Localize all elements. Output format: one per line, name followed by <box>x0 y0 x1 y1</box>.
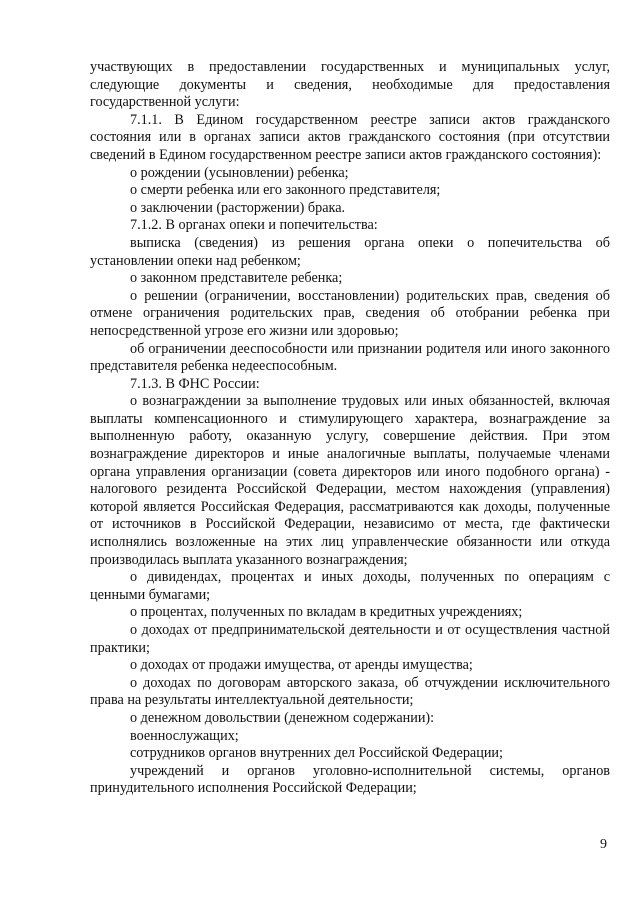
list-item: выписка (сведения) из решения органа опеки о попечительства об установлении опеки над ребенком; <box>90 234 610 269</box>
section-heading: 7.1.3. В ФНС России: <box>130 375 260 392</box>
list-item: о дивидендах, процентах и иных доходы, полученных по операциям с ценными бумагами; <box>90 569 610 603</box>
list-item: о законном представителе ребенка; <box>130 270 343 287</box>
list-item: о денежном довольствии (денежном содержании): <box>130 709 435 726</box>
list-item: о доходах от предпринимательской деятельности и от осуществления частной практики; <box>90 622 610 656</box>
list-item: учреждений и органов уголовно-исполнительной системы, органов принудительного исполнения Российской Федерации; <box>90 762 610 797</box>
section-heading: 7.1.2. В органах опеки и попечительства: <box>130 217 378 234</box>
list-item: о рождении (усыновлении) ребенка; <box>130 164 349 181</box>
page-number: 9 <box>600 837 607 852</box>
list-item: о решении (ограничении, восстановлении) родительских прав, сведения об отмене ограничения родительских прав, сведения об отобрании ребенка при непосредственной угрозе его жизни или здоровью; <box>90 287 610 339</box>
list-item: о вознаграждении за выполнение трудовых или иных обязанностей, включая выплаты компенсационного и стимулирующего характера, вознаграждение за выполненную работу, оказанную услугу, совершение действия. При этом вознаграждение директоров и иные аналогичные выплаты, получаемые членами органа управления организации (совета директоров или иного подобного органа) - налогового резидента Российской Федерации, местом нахождения (управления) которой является Российская Федерация, рассматриваются как доходы, полученные от источников в Российской Федерации, независимо от места, где фактически исполнялись возложенные на этих лиц управленческие обязанности или откуда производилась выплата указанного вознаграждения; <box>90 393 610 568</box>
list-item: о смерти ребенка или его законного представителя; <box>130 182 441 199</box>
paragraph: 7.1.1. В Едином государственном реестре записи актов гражданского состояния или в органах записи актов гражданского состояния (при отсутствии сведений в Едином государственном реестре записи актов гражданского состояния): <box>90 111 610 163</box>
list-item: о доходах от продажи имущества, от аренды имущества; <box>130 657 473 674</box>
list-item: об ограничении дееспособности или признании родителя или иного законного представителя ребенка недееспособным. <box>90 340 610 375</box>
paragraph: участвующих в предоставлении государственных и муниципальных услуг, следующие документы и сведения, необходимые для предоставления государственной услуги: <box>90 59 610 111</box>
list-item: о процентах, полученных по вкладам в кредитных учреждениях; <box>130 604 523 621</box>
list-item: сотрудников органов внутренних дел Российской Федерации; <box>130 745 503 762</box>
list-item: о заключении (расторжении) брака. <box>130 199 346 216</box>
body-text <box>90 59 610 798</box>
list-item: военнослужащих; <box>130 727 239 744</box>
list-item: о доходах по договорам авторского заказа, об отчуждении исключительного права на результаты интеллектуальной деятельности; <box>90 674 610 709</box>
